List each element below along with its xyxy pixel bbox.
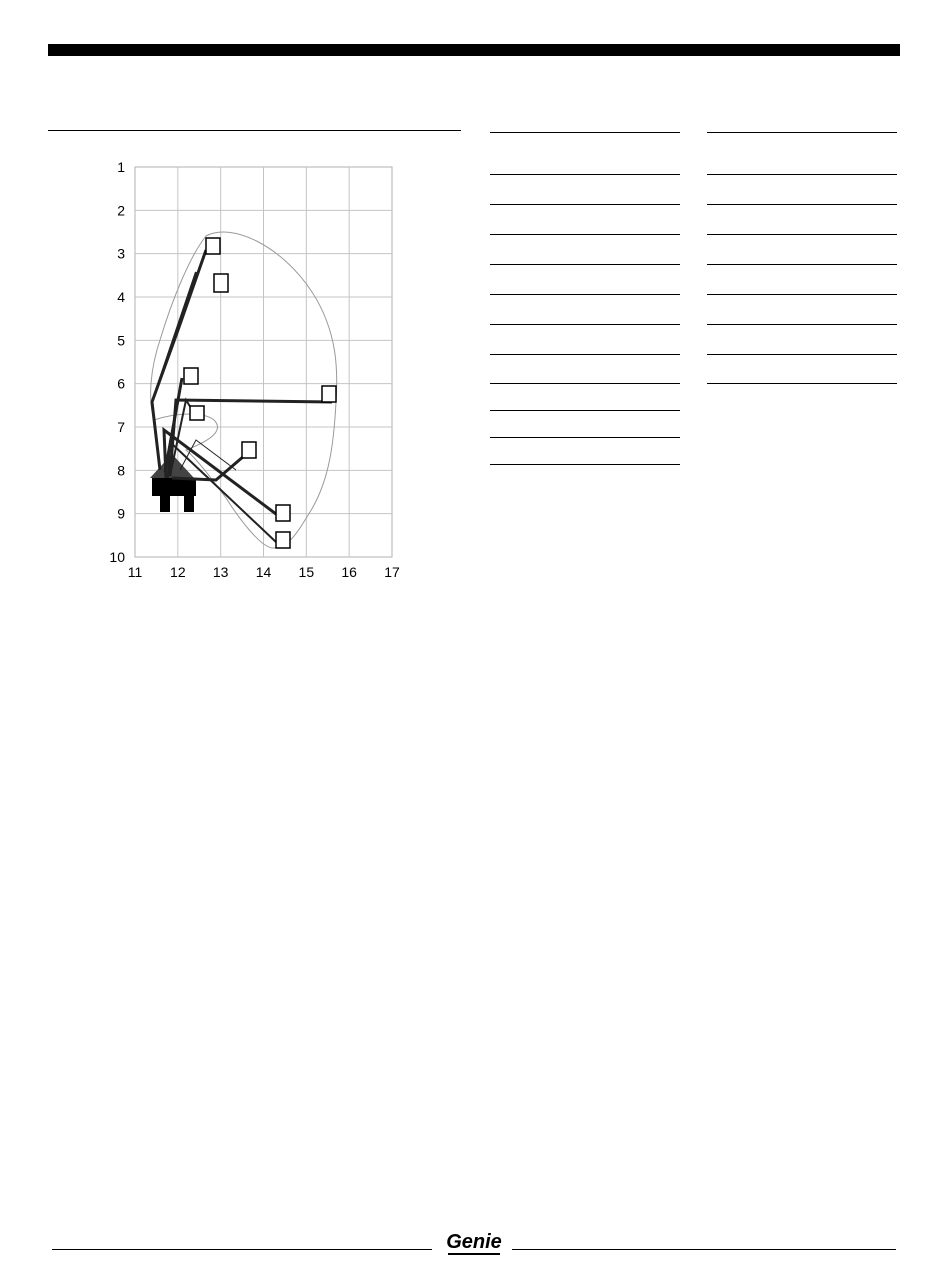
spec-row-rule	[490, 264, 680, 265]
x-tick-label: 11	[127, 564, 143, 580]
spec-row-rule	[707, 132, 897, 133]
boom-positions	[152, 250, 332, 542]
y-tick-label: 4	[117, 289, 125, 305]
y-tick-label: 7	[117, 419, 125, 435]
x-axis-labels	[128, 564, 400, 580]
y-tick-label: 8	[117, 462, 125, 479]
spec-row-rule	[707, 234, 897, 235]
x-tick-label: 15	[298, 564, 315, 580]
spec-row-rule	[490, 354, 680, 355]
spec-row-rule	[490, 174, 680, 175]
y-tick-label: 2	[117, 202, 125, 219]
y-axis-labels	[109, 159, 125, 565]
x-tick-label: 14	[255, 564, 272, 580]
working-range-diagram	[0, 0, 950, 620]
spec-row-rule	[490, 383, 680, 384]
footer-rule-left	[52, 1249, 432, 1250]
spec-row-rule	[707, 264, 897, 265]
grid	[135, 167, 392, 557]
y-tick-label: 9	[117, 505, 125, 522]
spec-row-rule	[490, 410, 680, 411]
spec-row-rule	[707, 174, 897, 175]
spec-row-rule	[490, 132, 680, 133]
spec-row-rule	[490, 437, 680, 438]
spec-row-rule	[490, 294, 680, 295]
spec-row-rule	[707, 294, 897, 295]
x-tick-label: 13	[212, 564, 229, 580]
x-tick-label: 12	[170, 564, 186, 580]
footer-rule-right	[512, 1249, 896, 1250]
x-tick-label: 17	[384, 564, 400, 580]
x-tick-label: 16	[341, 564, 357, 580]
spec-row-rule	[707, 204, 897, 205]
y-tick-label: 6	[117, 375, 125, 392]
spec-row-rule	[490, 324, 680, 325]
spec-row-rule	[707, 383, 897, 384]
y-tick-label: 1	[117, 159, 125, 175]
spec-row-rule	[490, 464, 680, 465]
svg-text:Genie: Genie	[446, 1231, 502, 1253]
y-tick-label: 10	[109, 549, 125, 565]
y-tick-label: 3	[117, 245, 125, 262]
spec-row-rule	[707, 354, 897, 355]
genie-logo	[438, 1226, 510, 1260]
y-tick-label: 5	[117, 332, 125, 349]
spec-row-rule	[707, 324, 897, 325]
spec-row-rule	[490, 234, 680, 235]
spec-row-rule	[490, 204, 680, 205]
